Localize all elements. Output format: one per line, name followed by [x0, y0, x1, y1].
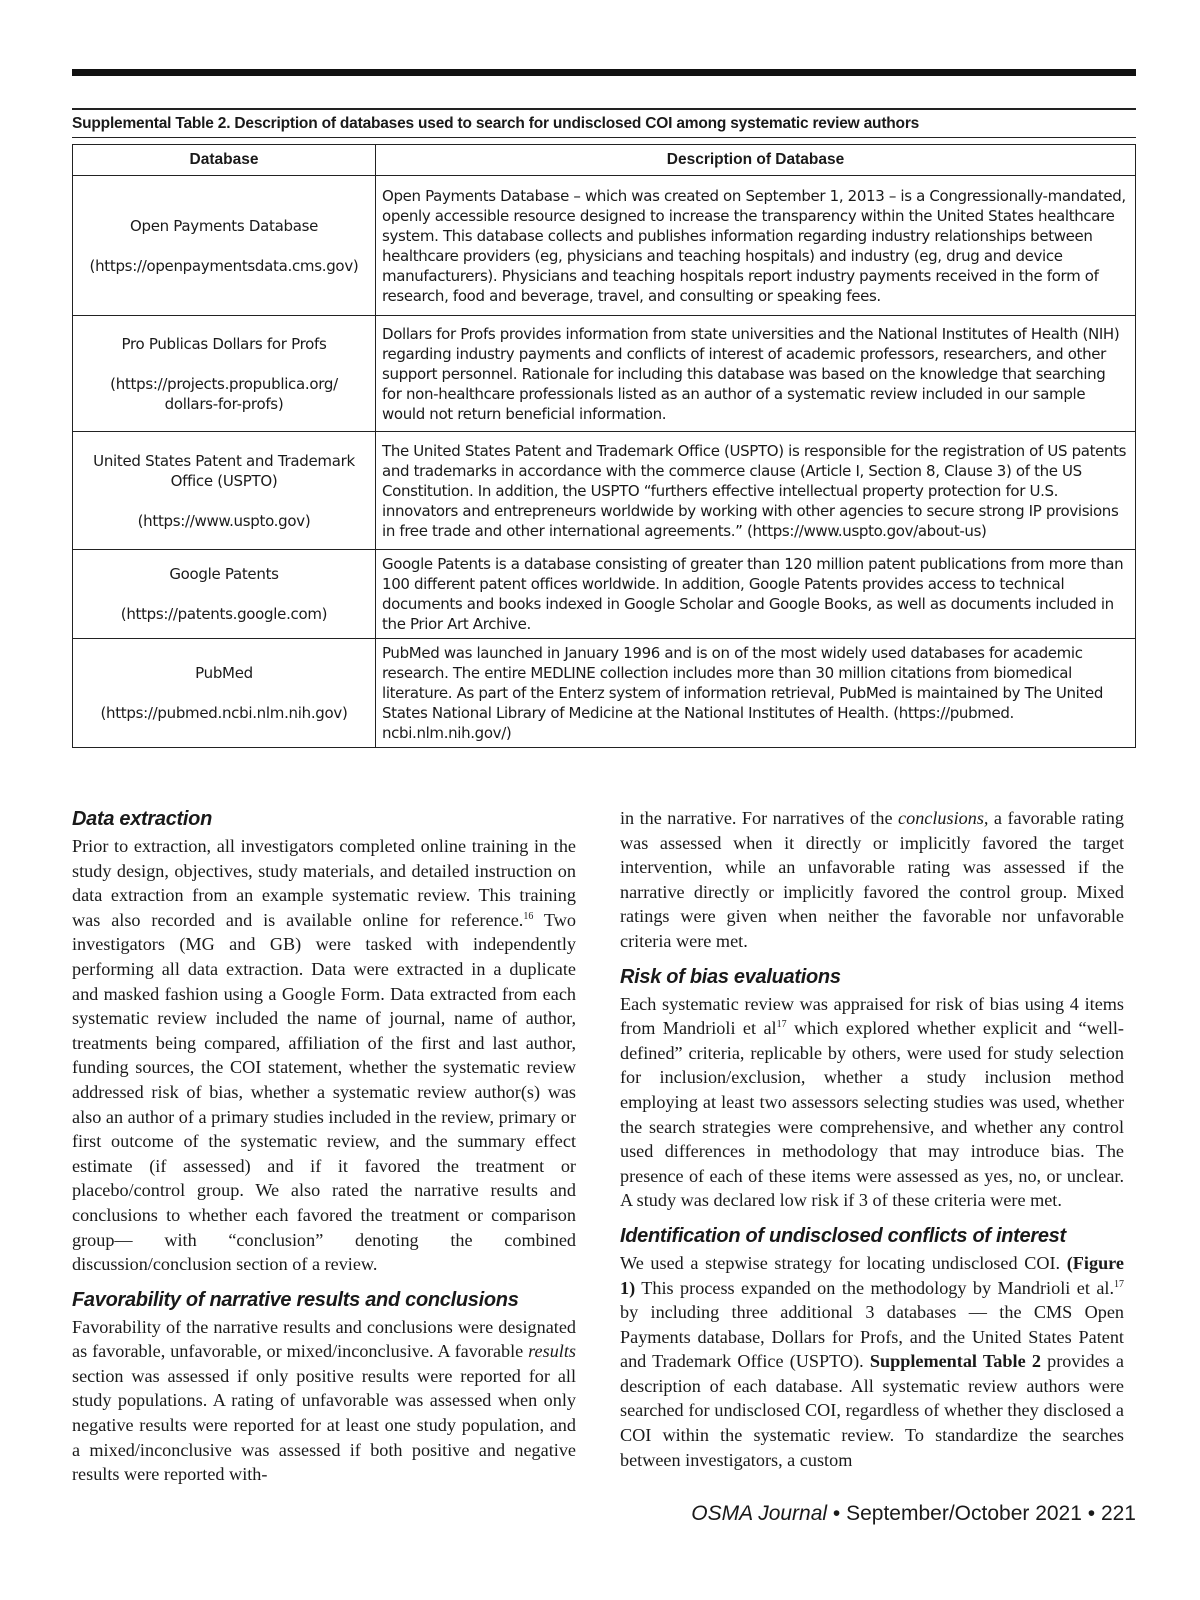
table-caption-block [72, 108, 1136, 138]
table-row [73, 550, 1136, 639]
table-row [73, 176, 1136, 316]
reference-17: 17 [1114, 1278, 1124, 1290]
database-description: Open Payments Database – which was created on September 1, 2013 – is a Congressionally-mandated, openly accessible resource designed to increase the transparency within the United States healthcare system. This database collects and publishes information regarding industry relationships between healthcare providers (eg, physicians and teaching hospitals) and industry (eg, drug and device manufacturers). Physicians and teaching hospitals report industry payments received in the form of research, food and beverage, travel, and consulting or speaking fees. [376, 176, 1136, 316]
database-cell [73, 639, 376, 748]
database-url: (https://projects.propublica.org/ dollars-for-profs) [110, 374, 338, 413]
paragraph-undisclosed-coi: We used a stepwise strategy for locating undisclosed COI. (Figure 1) This process expanded on the methodology by Mandrioli et al.$^{17}$ by including three additional 3 databases — the CMS Open Payments database, Dollars for Profs, and the United States Patent and Trademark Office (USPTO). Supplemental Table 2 provides a description of each database. All systematic review authors were searched for undisclosed COI, regardless of whether they disclosed a COI within the systematic review. To standardize the searches between investigators, a custom [620, 1252, 1124, 1470]
database-table [72, 144, 1136, 748]
database-name: Open Payments Database [129, 216, 319, 235]
journal-name: OSMA Journal [691, 1502, 828, 1525]
database-url: (https://openpaymentsdata.cms.gov) [89, 256, 359, 275]
database-name: PubMed [195, 664, 253, 682]
paragraph-favorability-continued: in the narrative. For narratives of the conclusions, a favorable rating was assessed when it directly or implicitly favored the target intervention, while an unfavorable rating was assessed if the narrative directly or implicitly favored the control group. Mixed ratings were given when neither the favorable nor unfavorable criteria were met. [620, 808, 1124, 951]
page-number: 221 [1100, 1502, 1136, 1525]
database-cell [73, 550, 376, 639]
paragraph-data-extraction: Prior to extraction, all investigators completed online training in the study design, objectives, study materials, and detailed instruction on data extraction from an example systematic review. This training was also recorded and is available online for reference.$^{16}$ Two investigators (MG and GB) were tasked with independently performing all data extraction. Data were extracted in a duplicate and masked fashion using a Google Form. Data extracted from each systematic review included the name of journal, name of author, treatments being compared, affiliation of the first and last author, funding sources, the COI statement, whether the systematic review addressed risk of bias, whether a systematic review author(s) was also an author of a primary studies included in the review, primary or first outcome of the systematic review, and the summary effect estimate (if assessed) and if it favored the treatment or placebo/control group. We also rated the narrative results and conclusions to whether each favored the treatment or comparison group— with “conclusion” denoting the combined discussion/conclusion section of a review. [72, 836, 576, 1275]
table-row [73, 639, 1136, 748]
paragraph-favorability: Favorability of the narrative results and conclusions were designated as favorable, unfavorable, or mixed/inconclusive. A favorable results section was assessed if only positive results were reported for all study populations. A rating of unfavorable was assessed when only negative results were reported for at least one study population, and a mixed/inconclusive was assessed if both positive and negative results were reported with- [72, 1316, 576, 1485]
reference-16: 16 [523, 910, 534, 922]
table-caption: Supplemental Table 2. Description of databases used to search for undisclosed COI among systematic review authors [72, 114, 920, 132]
top-rule [72, 69, 1136, 76]
database-name: Pro Publicas Dollars for Profs [121, 334, 327, 353]
issue-date: September/October 2021 [846, 1502, 1082, 1525]
reference-17: 17 [776, 1019, 787, 1031]
database-description: Google Patents is a database consisting of greater than 120 million patent publications from more than 100 different patent offices worldwide. In addition, Google Patents provides access to technical documents and books indexed in Google Scholar and Google Books, as well as documents included in the Prior Art Archive. [376, 550, 1136, 639]
database-description: PubMed was launched in January 1996 and is on of the most widely used databases for academic research. The entire MEDLINE collection includes more than 30 million citations from biomedical literature. As part of the Enterz system of information retrieval, PubMed is maintained by The United States National Library of Medicine at the National Institutes of Health. (https://pubmed. ncbi.nlm.nih.gov/) [376, 639, 1136, 748]
table-row [73, 432, 1136, 550]
database-name: Google Patents [169, 565, 279, 583]
figure-1-reference: (Figure 1) [620, 1252, 1124, 1298]
database-url: (https://pubmed.ncbi.nlm.nih.gov) [100, 704, 348, 722]
page-footer: OSMA Journal • September/October 2021 • 221 [691, 1502, 1136, 1525]
database-url: (https://patents.google.com) [120, 605, 328, 623]
heading-risk-of-bias: Risk of bias evaluations [620, 965, 841, 988]
header-database: Database [73, 145, 376, 176]
table-row [73, 316, 1136, 432]
heading-data-extraction: Data extraction [72, 808, 212, 830]
database-cell [73, 432, 376, 550]
database-url: (https://www.uspto.gov) [137, 511, 311, 530]
heading-undisclosed-coi: Identification of undisclosed conflicts of interest [620, 1224, 1066, 1247]
caption-rule-bottom [72, 137, 1136, 139]
table-header-row [73, 145, 1136, 176]
supplemental-table-reference: Supplemental Table 2 [869, 1351, 1041, 1372]
database-description: Dollars for Profs provides information from state universities and the National Institutes of Health (NIH) regarding industry payments and conflicts of interest of academic professors, researchers, and other support personnel. Rationale for including this database was based on the knowledge that searching for non-healthcare professionals listed as an author of a systematic review included in our sample would not return beneficial information. [376, 316, 1136, 432]
left-column [72, 806, 576, 1497]
database-cell [73, 176, 376, 316]
database-name: United States Patent and Trademark Office (USPTO) [93, 451, 355, 490]
database-description: The United States Patent and Trademark Office (USPTO) is responsible for the registration of US patents and trademarks in accordance with the commerce clause (Article I, Section 8, Clause 3) of the US Constitution. In addition, the USPTO “furthers effective intellectual property protection for U.S. innovators and entrepreneurs worldwide by working with other agencies to secure strong IP provisions in free trade and other international agreements.” (https://www.uspto.gov/about-us) [376, 432, 1136, 550]
header-description: Description of Database [376, 145, 1136, 176]
right-column [620, 806, 1124, 1482]
database-cell [73, 316, 376, 432]
paragraph-risk-of-bias: Each systematic review was appraised for risk of bias using 4 items from Mandrioli et $al^{17}$ which explored whether explicit and “well-defined” criteria, replicable by others, were used for study selection for inclusion/exclusion, whether a study inclusion method employing at least two assessors selecting studies was used, whether the search strategies were comprehensive, and whether any control used differences in methodology that may introduce bias. The presence of each of these items were assessed as yes, no, or unclear. A study was declared low risk if 3 of these criteria were met. [620, 993, 1124, 1211]
heading-favorability: Favorability of narrative results and conclusions [72, 1288, 519, 1311]
